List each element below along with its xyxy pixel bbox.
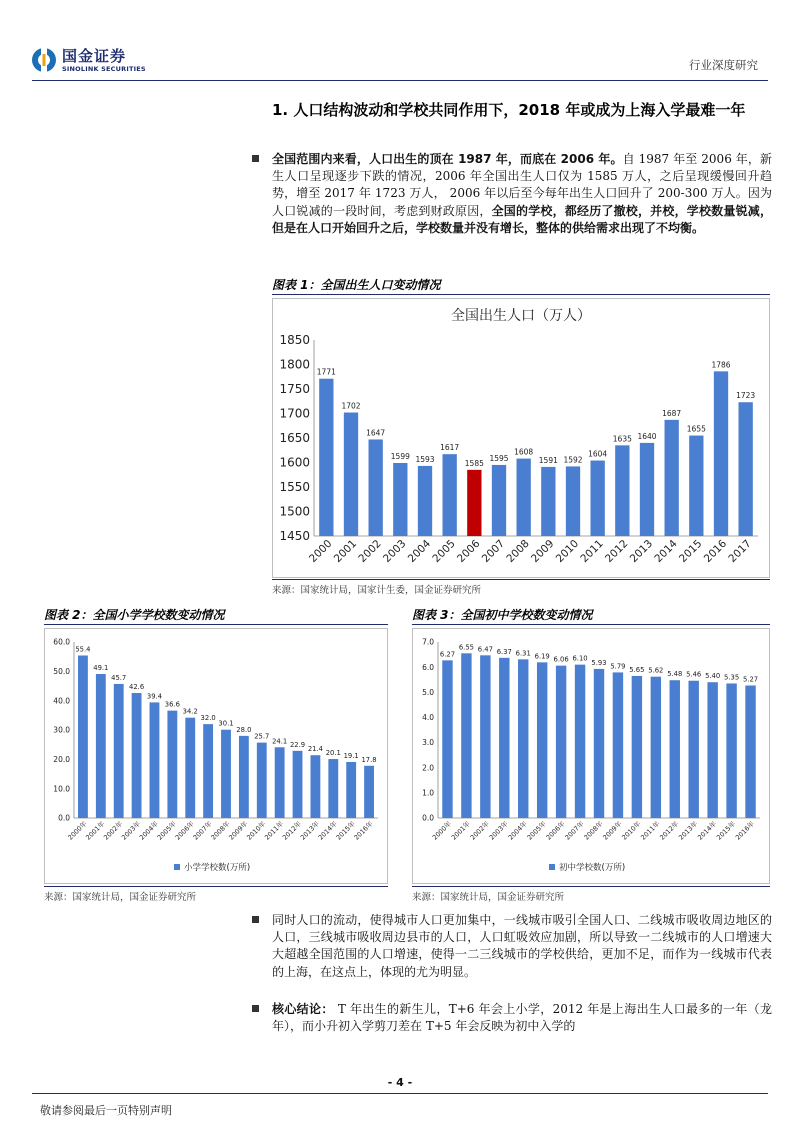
bar: [319, 379, 333, 536]
data-label: 34.2: [182, 707, 198, 716]
y-tick-label: 7.0: [422, 637, 434, 647]
x-tick-label: 2014: [652, 537, 680, 566]
data-label: 1687: [662, 408, 682, 418]
bar: [665, 420, 679, 536]
x-tick-label: 2005年: [525, 819, 548, 842]
y-tick-label: 1850: [279, 333, 310, 348]
data-label: 1771: [316, 367, 336, 377]
x-tick-label: 2000年: [430, 819, 453, 842]
data-label: 1585: [464, 458, 484, 468]
fig2-title: 图表 2：全国小学学校数变动情况: [44, 608, 225, 622]
x-tick-label: 2001年: [84, 819, 107, 842]
x-tick-label: 2009: [529, 537, 557, 566]
legend-label: 小学学校数(万所): [184, 863, 251, 873]
x-tick-label: 2001年: [449, 819, 472, 842]
x-tick-label: 2007: [479, 537, 508, 566]
legend-swatch: [549, 864, 555, 870]
bar: [739, 402, 753, 536]
x-tick-label: 2001: [331, 537, 360, 566]
data-label: 1595: [489, 453, 509, 463]
fig2-rule: [44, 624, 388, 625]
x-tick-label: 2007年: [563, 819, 586, 842]
x-tick-label: 2004: [405, 537, 434, 566]
data-label: 6.27: [439, 650, 456, 659]
bar: [566, 466, 580, 536]
x-tick-label: 2011: [578, 537, 606, 566]
data-label: 1723: [736, 391, 756, 401]
x-tick-label: 2010年: [620, 819, 643, 842]
legend-swatch: [174, 864, 180, 870]
x-tick-label: 2002: [356, 537, 384, 566]
y-tick-label: 40.0: [53, 696, 70, 706]
bar: [537, 662, 547, 818]
x-tick-label: 2007年: [191, 819, 214, 842]
bar: [364, 766, 374, 818]
data-label: 1593: [415, 454, 435, 464]
y-tick-label: 60.0: [53, 637, 70, 647]
y-tick-label: 3.0: [422, 738, 434, 748]
x-tick-label: 2002年: [468, 819, 491, 842]
x-tick-label: 2016: [701, 537, 730, 566]
paragraph-population-flow: [272, 912, 772, 981]
fig3-source: 来源：国家统计局，国金证券研究所: [412, 892, 565, 903]
x-tick-label: 2014年: [316, 819, 339, 842]
data-label: 49.1: [93, 663, 109, 672]
bar: [293, 751, 303, 818]
x-tick-label: 2015: [677, 537, 705, 566]
fig1-title: 图表 1：全国出生人口变动情况: [272, 278, 441, 292]
chart-title: 全国出生人口（万人）: [451, 308, 591, 324]
fig1-bottom-rule: [272, 579, 770, 580]
x-tick-label: 2012年: [280, 819, 303, 842]
data-label: 1591: [538, 455, 558, 465]
x-tick-label: 2015年: [715, 819, 738, 842]
header-divider: [32, 80, 768, 81]
bar: [556, 666, 566, 818]
data-label: 5.35: [724, 673, 740, 682]
para1-bold-lead: 全国范围内来看，人口出生的顶在 1987 年，而底在 2006 年。: [272, 152, 623, 166]
birth-population-chart: [272, 298, 770, 578]
bullet-icon: [252, 1005, 259, 1012]
fig3-title: 图表 3：全国初中学校数变动情况: [412, 608, 593, 622]
data-label: 1647: [366, 428, 386, 438]
y-tick-label: 1650: [279, 431, 310, 446]
bar: [203, 724, 213, 818]
bar: [640, 443, 654, 536]
bar: [461, 653, 471, 818]
x-tick-label: 2017: [726, 537, 754, 566]
x-tick-label: 2003: [381, 537, 409, 566]
data-label: 1786: [711, 360, 731, 370]
y-tick-label: 10.0: [53, 784, 70, 794]
data-label: 1599: [390, 451, 410, 461]
x-tick-label: 2003年: [487, 819, 510, 842]
bar: [114, 684, 124, 818]
bar: [518, 659, 528, 818]
data-label: 6.55: [458, 643, 474, 652]
bar: [328, 759, 338, 818]
bar: [467, 470, 481, 536]
para3-bold-lead: 核心结论：: [272, 1002, 334, 1016]
bar: [310, 755, 320, 818]
fig1-rule: [272, 294, 770, 295]
y-tick-label: 0.0: [422, 813, 434, 823]
y-tick-label: 6.0: [422, 662, 434, 672]
bar: [221, 730, 231, 818]
logo-mark-icon: [30, 44, 58, 76]
x-tick-label: 2005: [430, 537, 458, 566]
bar: [632, 676, 642, 818]
x-tick-label: 2011年: [639, 819, 662, 842]
data-label: 22.9: [289, 740, 306, 749]
middle-school-chart: [412, 628, 770, 884]
x-tick-label: 2006: [455, 537, 483, 566]
data-label: 55.4: [75, 645, 91, 654]
data-label: 5.46: [686, 670, 702, 679]
data-label: 1608: [514, 447, 534, 457]
data-label: 36.6: [164, 700, 180, 709]
data-label: 6.47: [477, 645, 493, 654]
x-tick-label: 2010年: [245, 819, 268, 842]
bar: [96, 674, 106, 818]
bar: [492, 465, 506, 536]
x-tick-label: 2000年: [66, 819, 89, 842]
data-label: 6.19: [534, 652, 550, 661]
bar: [442, 660, 452, 818]
y-tick-label: 0.0: [58, 813, 70, 823]
bar: [594, 669, 604, 818]
bar: [575, 665, 585, 818]
y-tick-label: 1450: [279, 529, 310, 544]
data-label: 1604: [588, 449, 608, 459]
x-tick-label: 2010: [553, 537, 582, 566]
data-label: 5.27: [742, 675, 759, 684]
primary-school-chart: [44, 628, 388, 884]
bar: [150, 702, 160, 818]
bar: [346, 762, 356, 818]
data-label: 1635: [612, 434, 632, 444]
x-tick-label: 2008年: [582, 819, 605, 842]
x-tick-label: 2016年: [352, 819, 375, 842]
bar: [418, 466, 432, 536]
footer-divider: [32, 1093, 768, 1094]
bar: [185, 718, 195, 818]
paragraph-core-conclusion: [272, 1001, 772, 1035]
x-tick-label: 2013年: [677, 819, 700, 842]
x-tick-label: 2013年: [298, 819, 321, 842]
y-tick-label: 1600: [279, 455, 310, 470]
para1-bold-conclusion: 全国的学校，都经历了撤校，并校，学校数量锐减，但是在人口开始回升之后，学校数量并没有增长，整体的供给需求出现了不均衡。: [272, 203, 772, 235]
bar: [651, 677, 661, 818]
bar: [78, 655, 88, 818]
data-label: 5.62: [648, 666, 664, 675]
page-number: - 4 -: [387, 1076, 413, 1089]
x-tick-label: 2003年: [120, 819, 143, 842]
data-label: 6.37: [496, 647, 512, 656]
company-logo: [30, 44, 160, 78]
section-title: 1. 人口结构波动和学校共同作用下，2018 年或成为上海入学最难一年: [272, 101, 746, 119]
data-label: 1617: [440, 443, 460, 453]
bar: [257, 743, 267, 818]
data-label: 24.1: [272, 737, 288, 746]
bar: [689, 436, 703, 536]
bar: [707, 682, 717, 818]
fig3-bottom-rule: [412, 886, 770, 887]
y-tick-label: 1500: [279, 504, 310, 519]
x-tick-label: 2006年: [173, 819, 196, 842]
data-label: 1702: [341, 401, 361, 411]
y-tick-label: 1800: [279, 357, 310, 372]
bullet-icon: [252, 155, 259, 162]
bar: [745, 685, 755, 818]
x-tick-label: 2016年: [733, 819, 756, 842]
bar: [344, 413, 358, 536]
data-label: 5.79: [610, 662, 626, 671]
para2-body: 同时人口的流动，使得城市人口更加集中，一线城市吸引全国人口、二线城市吸收周边地区的人口，三线城市吸收周边县市的人口，人口虹吸效应加剧，所以导致一二线城市的人口增速大大超越全国范围的人口增速，使得一二三线城市的学校供给，更加不足，而作为一线城市代表的上海，在这点上，体现的尤为明显。: [272, 913, 772, 979]
bar: [443, 454, 457, 536]
bar: [517, 459, 531, 536]
data-label: 6.10: [572, 654, 588, 663]
bar: [591, 461, 605, 536]
bar: [615, 445, 629, 536]
y-tick-label: 1.0: [422, 788, 434, 798]
bar: [726, 683, 736, 818]
legend-label: 初中学校数(万所): [559, 863, 626, 873]
x-tick-label: 2008: [504, 537, 532, 566]
bar: [688, 681, 698, 818]
bar: [393, 463, 407, 536]
y-tick-label: 20.0: [53, 754, 70, 764]
y-tick-label: 5.0: [422, 687, 434, 697]
x-tick-label: 2002年: [102, 819, 125, 842]
bullet-icon: [252, 916, 259, 923]
bar: [499, 658, 509, 818]
data-label: 21.4: [307, 745, 323, 754]
x-tick-label: 2011年: [263, 819, 286, 842]
x-tick-label: 2006年: [544, 819, 567, 842]
bar: [541, 467, 555, 536]
para1-body: 自 1987 年至 2006 年，新生人口呈现逐步下跌的情况，2006 年全国出生人口仅为 1585 万人，之后呈现缓慢回升趋势，增至 2017 年 1723 万人， 2006 年以后至今每年出生人口回升了 200-300 万人。因为人口锐减的一段时间，考虑到财政原因，: [272, 152, 772, 218]
x-tick-label: 2000: [307, 537, 335, 566]
x-tick-label: 2012年: [658, 819, 681, 842]
y-tick-label: 1550: [279, 480, 310, 495]
x-tick-label: 2012: [603, 537, 631, 566]
bar: [167, 711, 177, 818]
x-tick-label: 2009年: [601, 819, 624, 842]
data-label: 1592: [563, 455, 583, 465]
data-label: 5.40: [705, 672, 721, 681]
bar: [275, 747, 285, 818]
y-tick-label: 2.0: [422, 763, 434, 773]
data-label: 28.0: [236, 725, 252, 734]
fig2-bottom-rule: [44, 886, 388, 887]
data-label: 19.1: [343, 751, 359, 760]
y-tick-label: 1700: [279, 406, 310, 421]
data-label: 45.7: [111, 673, 127, 682]
paragraph-birth-population: [272, 151, 772, 237]
disclaimer-note: 敬请参阅最后一页特别声明: [40, 1104, 172, 1117]
fig1-source: 来源：国家统计局，国家计生委，国金证券研究所: [272, 585, 482, 596]
logo-text-en: SINOLINK SECURITIES: [62, 65, 146, 73]
x-tick-label: 2004年: [137, 819, 160, 842]
x-tick-label: 2015年: [334, 819, 357, 842]
data-label: 42.6: [129, 683, 145, 692]
data-label: 1655: [686, 424, 706, 434]
y-tick-label: 50.0: [53, 666, 70, 676]
x-tick-label: 2008年: [209, 819, 232, 842]
data-label: 32.0: [200, 714, 216, 723]
x-tick-label: 2009年: [227, 819, 250, 842]
data-label: 1640: [637, 431, 657, 441]
y-tick-label: 1750: [279, 382, 310, 397]
bar: [480, 655, 490, 818]
x-tick-label: 2005年: [155, 819, 178, 842]
data-label: 39.4: [146, 692, 163, 701]
data-label: 30.1: [218, 719, 234, 728]
x-tick-label: 2013: [627, 537, 656, 566]
logo-text-cn: 国金证券: [62, 47, 127, 65]
bar: [670, 680, 680, 818]
data-label: 6.31: [515, 649, 531, 658]
bar: [714, 371, 728, 536]
bar: [369, 439, 383, 536]
data-label: 17.8: [361, 755, 377, 764]
report-type-label: 行业深度研究: [689, 58, 758, 72]
data-label: 5.93: [591, 658, 607, 667]
fig2-source: 来源：国家统计局，国金证券研究所: [44, 892, 197, 903]
para3-body: T 年出生的新生儿，T+6 年会上小学，2012 年是上海出生人口最多的一年（龙年），而小升初入学剪刀差在 T+5 年会反映为初中入学的: [272, 1002, 772, 1034]
bar: [132, 693, 142, 818]
data-label: 20.1: [325, 749, 341, 758]
data-label: 25.7: [254, 732, 270, 741]
fig3-rule: [412, 624, 770, 625]
bar: [239, 736, 249, 818]
data-label: 5.48: [667, 670, 683, 679]
data-label: 5.65: [629, 665, 645, 674]
y-tick-label: 30.0: [53, 725, 70, 735]
y-tick-label: 4.0: [422, 713, 434, 723]
x-tick-label: 2014年: [696, 819, 719, 842]
x-tick-label: 2004年: [506, 819, 529, 842]
data-label: 6.06: [553, 655, 569, 664]
bar: [613, 672, 623, 818]
